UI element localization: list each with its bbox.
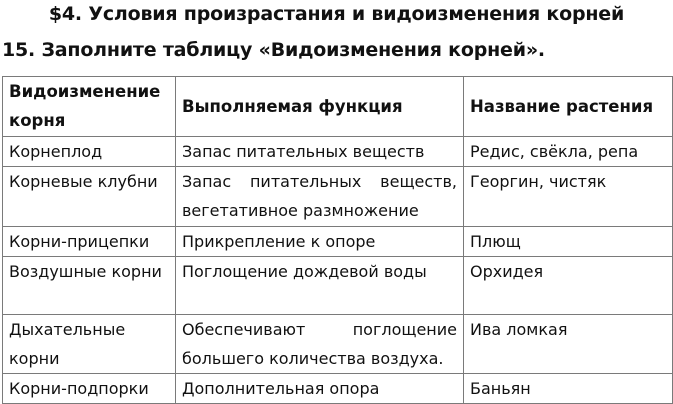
cell-function: Прикрепление к опоре xyxy=(176,227,464,257)
cell-plant: Баньян xyxy=(464,374,673,404)
table-row xyxy=(3,315,673,374)
cell-function: Поглощение дождевой воды xyxy=(176,257,464,315)
cell-modification: Корнеплод xyxy=(3,137,176,167)
cell-plant: Орхидея xyxy=(464,257,673,315)
cell-function: Запас питательных веществ xyxy=(176,137,464,167)
cell-plant: Редис, свёкла, репа xyxy=(464,137,673,167)
cell-modification: Корневые клубни xyxy=(3,167,176,227)
header-modification: Видоизменение корня xyxy=(3,77,176,137)
section-title: $4. Условия произрастания и видоизменения корней xyxy=(48,3,625,25)
cell-plant: Плющ xyxy=(464,227,673,257)
task-title: 15. Заполните таблицу «Видоизменения корней». xyxy=(2,39,545,61)
table-row xyxy=(3,227,673,257)
cell-function: Запас питательных веществ, вегетативное размножение xyxy=(176,167,464,227)
cell-plant: Ива ломкая xyxy=(464,315,673,374)
table-header-row xyxy=(3,77,673,137)
table-row xyxy=(3,167,673,227)
cell-modification: Воздушные корни xyxy=(3,257,176,315)
header-function: Выполняемая функция xyxy=(176,77,464,137)
table-row xyxy=(3,374,673,404)
cell-function: Обеспечивают поглощение большего количества воздуха. xyxy=(176,315,464,374)
header-plant: Название растения xyxy=(464,77,673,137)
cell-function: Дополнительная опора xyxy=(176,374,464,404)
cell-plant: Георгин, чистяк xyxy=(464,167,673,227)
cell-modification: Корни-прицепки xyxy=(3,227,176,257)
cell-modification: Дыхательные корни xyxy=(3,315,176,374)
cell-modification: Корни-подпорки xyxy=(3,374,176,404)
table-row xyxy=(3,137,673,167)
table-row xyxy=(3,257,673,315)
root-modifications-table xyxy=(2,76,673,404)
